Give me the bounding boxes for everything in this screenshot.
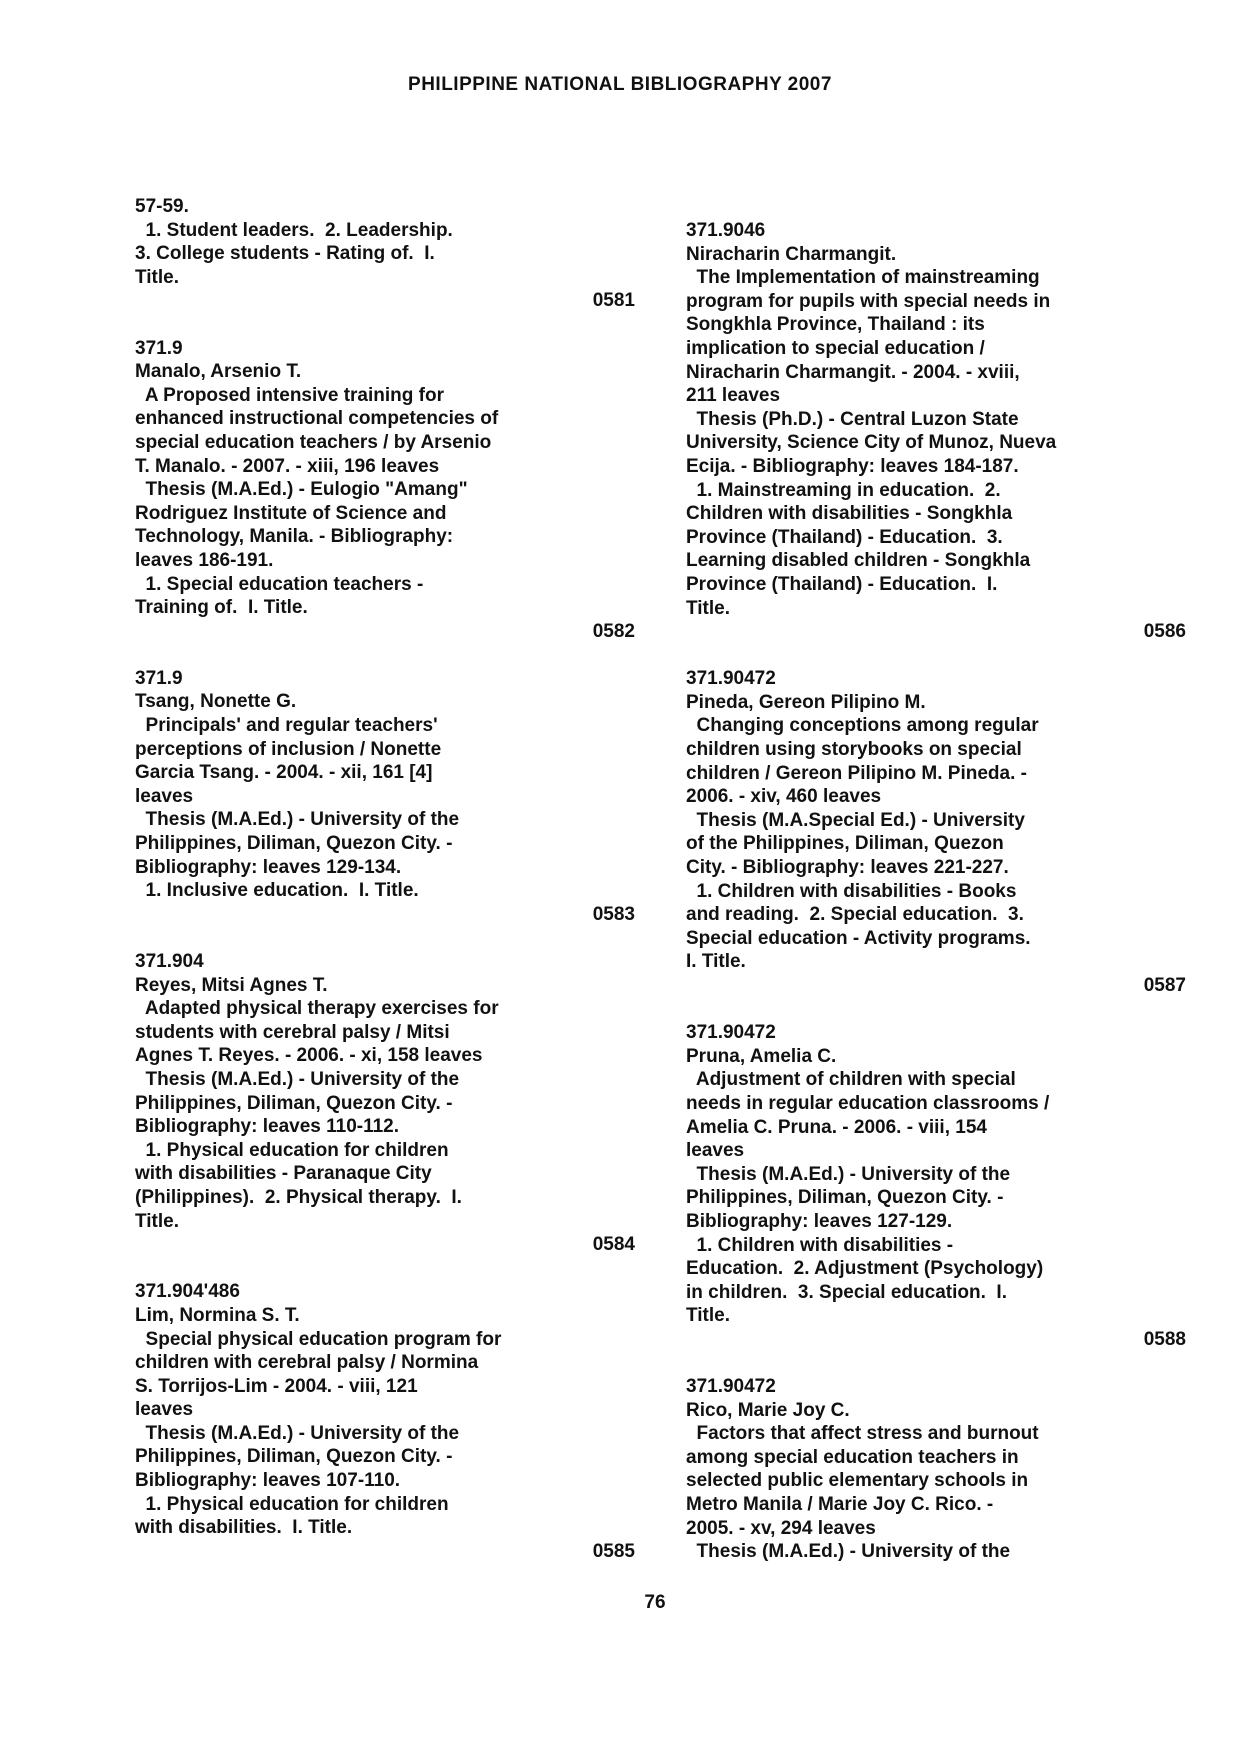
entry-line: needs in regular education classrooms / — [686, 1092, 1050, 1114]
entry-line: Education. 2. Adjustment (Psychology) — [686, 1258, 1044, 1280]
right-entries — [686, 219, 1186, 1564]
entry-number: 0582 — [592, 620, 635, 642]
entry-line: Principals' and regular teachers' — [135, 715, 438, 737]
entry-line: program for pupils with special needs in — [686, 290, 1051, 312]
entry-line: Special education - Activity programs. — [686, 927, 1031, 949]
entry-line: Special physical education program for — [135, 1328, 502, 1350]
entry-line: Factors that affect stress and burnout — [686, 1423, 1039, 1445]
entry-line: Training of. I. Title. — [135, 597, 308, 619]
call-number: 371.904 — [135, 951, 204, 972]
entry-line: 1. Inclusive education. I. Title. — [135, 880, 419, 902]
call-number: 371.904'486 — [135, 1281, 240, 1303]
left-column — [135, 195, 635, 1587]
entry-line: enhanced instructional competencies of — [135, 408, 499, 430]
entry-line: Metro Manila / Marie Joy C. Rico. - — [686, 1494, 994, 1516]
entry-line: Thesis (M.A.Ed.) - University of the — [135, 1068, 460, 1090]
entry-line: Rodriguez Institute of Science and — [135, 502, 447, 524]
author-line: Tsang, Nonette G. — [135, 691, 297, 713]
entry-line: Amelia C. Pruna. - 2006. - viii, 154 — [686, 1116, 987, 1138]
entry-line: University, Science City of Munoz, Nueva — [686, 432, 1057, 454]
entry-line: Title. — [135, 266, 179, 288]
right-column — [686, 219, 1186, 1587]
page-number: 76 — [644, 1592, 666, 1613]
entry-number: 0586 — [1143, 621, 1186, 643]
entry-line: Adapted physical therapy exercises for — [135, 998, 499, 1020]
author-line: Lim, Normina S. T. — [135, 1304, 300, 1326]
call-number: 371.90472 — [686, 668, 776, 690]
entry-line: T. Manalo. - 2007. - xiii, 196 leaves — [135, 455, 440, 477]
entry-line: leaves — [135, 785, 194, 807]
author-line: Reyes, Mitsi Agnes T. — [135, 974, 328, 996]
entry-line: selected public elementary schools in — [686, 1470, 1029, 1492]
entry-line: Changing conceptions among regular — [686, 715, 1039, 737]
entry-line: Thesis (Ph.D.) - Central Luzon State — [686, 408, 1019, 430]
entry-line: Philippines, Diliman, Quezon City. - — [686, 1187, 1004, 1209]
entry-number: 0585 — [592, 1540, 635, 1562]
entry-line: Bibliography: leaves 107-110. — [135, 1470, 401, 1492]
entry-line: Adjustment of children with special — [686, 1069, 1016, 1091]
entry-line: (Philippines). 2. Physical therapy. I. — [135, 1186, 462, 1208]
entry-line: Thesis (M.A.Ed.) - University of the — [135, 809, 460, 831]
entry-line: Philippines, Diliman, Quezon City. - — [135, 1446, 453, 1468]
entry-line: S. Torrijos-Lim - 2004. - viii, 121 — [135, 1375, 418, 1397]
entry-line: leaves — [686, 1140, 745, 1162]
bibliography-entry — [135, 950, 635, 1257]
entry-line: 1. Special education teachers - — [135, 573, 424, 595]
entry-line: 1. Mainstreaming in education. 2. — [686, 479, 1001, 501]
author-line: Manalo, Arsenio T. — [135, 361, 302, 383]
entry-line: Ecija. - Bibliography: leaves 184-187. — [686, 455, 1019, 477]
entry-line: Title. — [686, 597, 730, 619]
entry-line: 1. Physical education for children — [135, 1139, 449, 1161]
entry-line: Thesis (M.A.Ed.) - Eulogio "Amang" — [135, 479, 468, 501]
entry-line: among special education teachers in — [686, 1446, 1019, 1468]
call-number: 371.90472 — [686, 1376, 776, 1398]
entry-line: Province (Thailand) - Education. I. — [686, 573, 998, 595]
entry-line: leaves 186-191. — [135, 549, 274, 571]
entry-line: City. - Bibliography: leaves 221-227. — [686, 857, 1009, 879]
entry-line: 1. Children with disabilities - Books — [686, 880, 1017, 902]
entry-number: 0581 — [592, 290, 635, 312]
entry-line: Children with disabilities - Songkhla — [686, 503, 1013, 525]
entry-line: 1. Children with disabilities - — [686, 1234, 954, 1256]
entry-line: The Implementation of mainstreaming — [686, 267, 1040, 289]
bibliography-entry — [135, 337, 635, 644]
author-line: Niracharin Charmangit. — [686, 243, 897, 265]
entry-line: Garcia Tsang. - 2004. - xii, 161 [4] — [135, 762, 433, 784]
entry-line: Agnes T. Reyes. - 2006. - xi, 158 leaves — [135, 1045, 483, 1067]
author-line: Pineda, Gereon Pilipino M. — [686, 691, 926, 713]
entry-line: 3. College students - Rating of. I. — [135, 243, 435, 265]
entry-line: 211 leaves — [686, 385, 781, 407]
entry-line: Songkhla Province, Thailand : its — [686, 314, 985, 336]
entry-line: and reading. 2. Special education. 3. — [686, 904, 1024, 926]
entry-line: 1. Physical education for children — [135, 1493, 449, 1515]
entry-line: I. Title. — [686, 951, 746, 973]
entry-line: Learning disabled children - Songkhla — [686, 550, 1031, 572]
entry-line: Title. — [135, 1210, 179, 1232]
entry-number: 0588 — [1143, 1328, 1186, 1350]
entry-line: 2005. - xv, 294 leaves — [686, 1517, 876, 1539]
entry-line: with disabilities - Paranaque City — [135, 1163, 432, 1185]
call-number: 371.9046 — [686, 220, 766, 241]
bibliography-entry — [135, 667, 635, 927]
entry-line: 2006. - xiv, 460 leaves — [686, 786, 882, 808]
entry-line: special education teachers / by Arsenio — [135, 431, 492, 453]
bibliography-entry — [686, 667, 1186, 997]
entry-line: children with cerebral palsy / Normina — [135, 1352, 479, 1374]
entry-line: leaves — [135, 1399, 194, 1421]
entry-line: Niracharin Charmangit. - 2004. - xviii, — [686, 361, 1020, 383]
entry-line: Thesis (M.A.Ed.) - University of the — [686, 1541, 1011, 1563]
entry-line: Thesis (M.A.Special Ed.) - University — [686, 809, 1025, 831]
entry-line: Title. — [686, 1305, 730, 1327]
continuation-entry — [135, 195, 635, 313]
entry-line: 1. Student leaders. 2. Leadership. — [135, 219, 453, 241]
entry-number: 0584 — [592, 1234, 635, 1256]
entry-line: Philippines, Diliman, Quezon City. - — [135, 833, 453, 855]
entry-line: of the Philippines, Diliman, Quezon — [686, 833, 1004, 855]
bibliography-entry — [135, 1280, 635, 1563]
entry-line: Bibliography: leaves 127-129. — [686, 1210, 953, 1232]
entry-line: Bibliography: leaves 110-112. — [135, 1116, 400, 1138]
entry-line: A Proposed intensive training for — [135, 384, 444, 406]
entry-line: children / Gereon Pilipino M. Pineda. - — [686, 762, 1027, 784]
entry-line: students with cerebral palsy / Mitsi — [135, 1021, 450, 1043]
entry-line: with disabilities. I. Title. — [135, 1517, 353, 1539]
call-number: 371.9 — [135, 667, 183, 689]
page-header-title: PHILIPPINE NATIONAL BIBLIOGRAPHY 2007 — [408, 74, 832, 95]
call-number: 371.90472 — [686, 1022, 776, 1044]
entry-line: Technology, Manila. - Bibliography: — [135, 526, 454, 548]
call-number: 371.9 — [135, 337, 183, 359]
entry-number: 0587 — [1143, 975, 1186, 996]
entry-line: implication to special education / — [686, 337, 985, 359]
bibliography-entry — [686, 219, 1186, 644]
bibliography-entry — [686, 1375, 1186, 1564]
entry-line: 57-59. — [135, 196, 189, 217]
entry-line: Thesis (M.A.Ed.) - University of the — [135, 1422, 460, 1444]
entry-line: in children. 3. Special education. I. — [686, 1281, 1007, 1303]
entry-number: 0583 — [592, 903, 635, 925]
entry-line: Thesis (M.A.Ed.) - University of the — [686, 1163, 1011, 1185]
author-line: Pruna, Amelia C. — [686, 1045, 837, 1067]
entry-line: perceptions of inclusion / Nonette — [135, 738, 442, 760]
author-line: Rico, Marie Joy C. — [686, 1399, 850, 1421]
left-entries — [135, 337, 635, 1564]
entry-line: Philippines, Diliman, Quezon City. - — [135, 1092, 453, 1114]
entry-line: Province (Thailand) - Education. 3. — [686, 526, 1003, 548]
entry-line: Bibliography: leaves 129-134. — [135, 856, 402, 878]
entry-line: children using storybooks on special — [686, 739, 1022, 761]
bibliography-entry — [686, 1021, 1186, 1351]
